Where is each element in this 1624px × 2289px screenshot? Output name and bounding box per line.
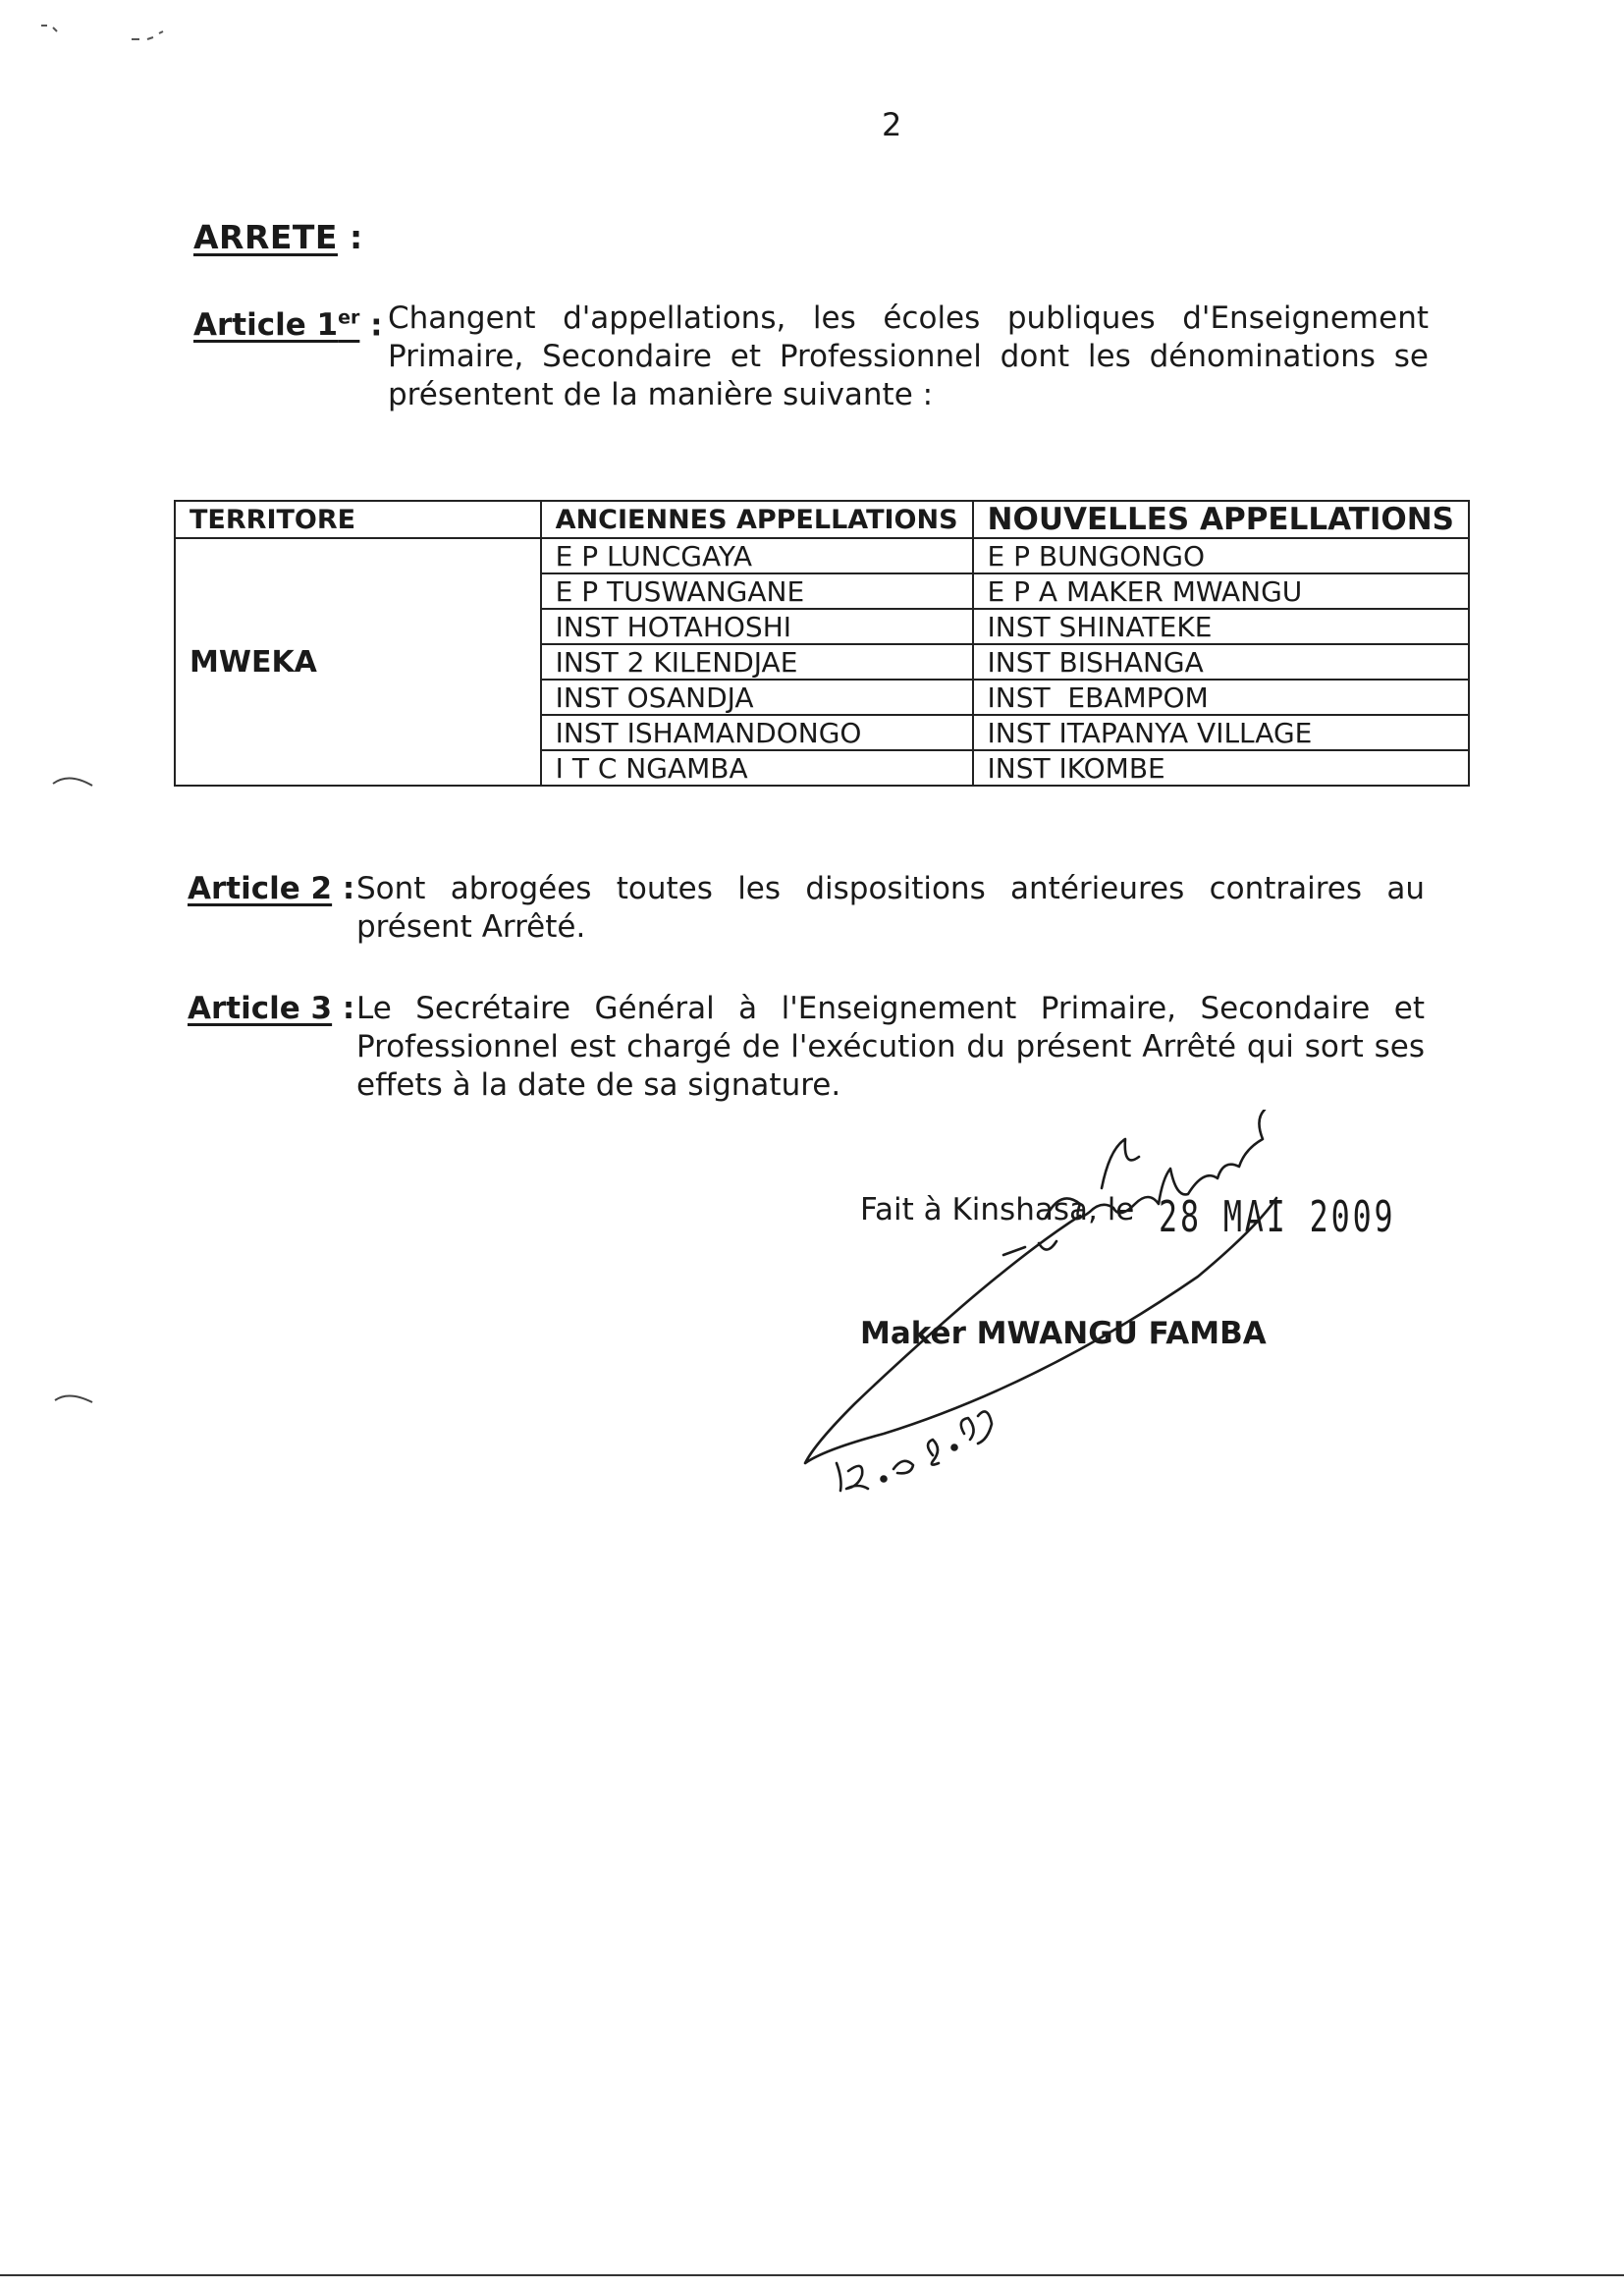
- table-row: [175, 538, 1469, 573]
- table-header-row: [175, 501, 1469, 538]
- scan-mark: [37, 18, 165, 47]
- column-header-old-names: ANCIENNES APPELLATIONS: [541, 501, 973, 538]
- place-and-date: Fait à Kinshasa, le: [860, 1192, 1135, 1227]
- new-name-cell: E P BUNGONGO: [973, 538, 1469, 573]
- old-name-cell: INST 2 KILENDJAE: [541, 644, 973, 680]
- column-header-new-names: NOUVELLES APPELLATIONS: [973, 501, 1469, 538]
- territory-cell: MWEKA: [175, 538, 541, 786]
- article-label: Article 3 :: [188, 991, 355, 1026]
- handwritten-signature: [785, 1110, 1473, 1502]
- article-1: [193, 300, 1429, 414]
- article-text: Changent d'appellations, les écoles publiques d'Enseignement Primaire, Secondaire et Professionnel dont les dénominations se présentent de la manière suivante :: [388, 300, 1429, 412]
- new-name-cell: E P A MAKER MWANGU: [973, 573, 1469, 609]
- scan-mark: [51, 1385, 100, 1414]
- article-text: Sont abrogées toutes les dispositions antérieures contraires au présent Arrêté.: [356, 871, 1425, 945]
- column-header-territory: TERRITORE: [175, 501, 541, 538]
- new-name-cell: INST EBAMPOM: [973, 680, 1469, 715]
- decree-heading: [193, 218, 363, 256]
- old-name-cell: INST HOTAHOSHI: [541, 609, 973, 644]
- heading-colon: :: [337, 218, 363, 256]
- old-name-cell: INST OSANDJA: [541, 680, 973, 715]
- article-label: Article 1er :: [193, 307, 383, 344]
- old-name-cell: INST ISHAMANDONGO: [541, 715, 973, 750]
- old-name-cell: I T C NGAMBA: [541, 750, 973, 786]
- new-name-cell: INST IKOMBE: [973, 750, 1469, 786]
- article-2: [188, 870, 1425, 947]
- new-name-cell: INST BISHANGA: [973, 644, 1469, 680]
- date-stamp: 28 MAI 2009: [1159, 1192, 1396, 1242]
- article-label: Article 2 :: [188, 871, 355, 906]
- new-name-cell: INST ITAPANYA VILLAGE: [973, 715, 1469, 750]
- article-text: Le Secrétaire Général à l'Enseignement Primaire, Secondaire et Professionnel est chargé de l'exécution du présent Arrêté qui sort ses effets à la date de sa signature.: [356, 991, 1425, 1103]
- old-name-cell: E P TUSWANGANE: [541, 573, 973, 609]
- page-number: 2: [882, 106, 902, 143]
- old-name-cell: E P LUNCGAYA: [541, 538, 973, 573]
- schools-table: [174, 500, 1470, 787]
- scan-mark: [49, 766, 98, 795]
- new-name-cell: INST SHINATEKE: [973, 609, 1469, 644]
- bottom-rule: [0, 2274, 1624, 2276]
- heading-label: ARRETE: [193, 218, 338, 256]
- article-3: [188, 990, 1425, 1105]
- signatory-name: Maker MWANGU FAMBA: [860, 1316, 1267, 1351]
